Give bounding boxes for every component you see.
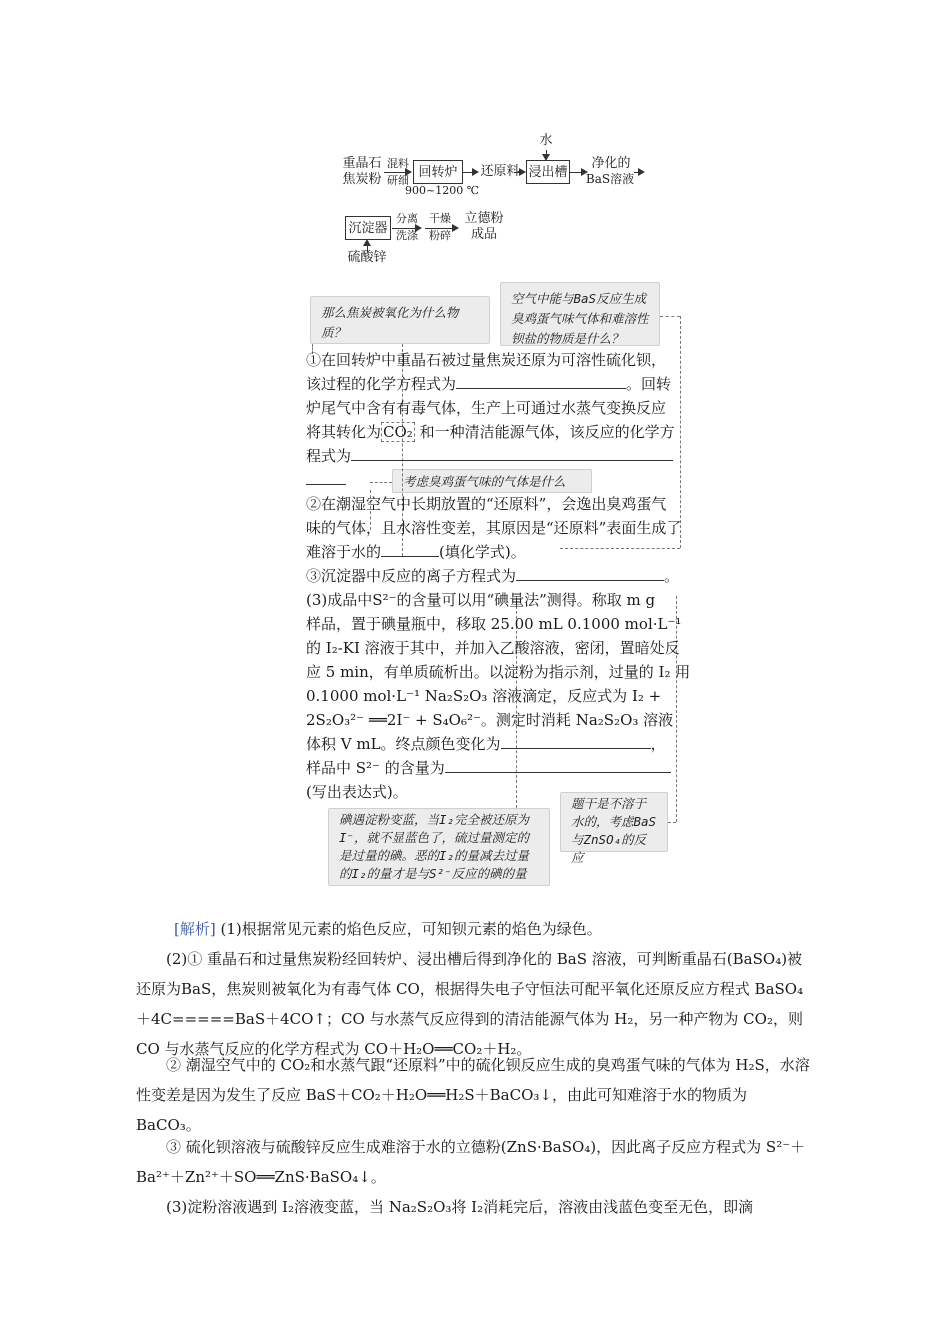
- question-line: ①在回转炉中重晶石被过量焦炭还原为可溶性硫化钡，: [306, 351, 667, 369]
- arrow-icon: [363, 239, 371, 246]
- question-line: 体积 V mL。终点颜色变化为 ，: [306, 732, 666, 756]
- purified-solution: 净化的: [591, 156, 631, 171]
- step-wash: 洗涤: [396, 229, 418, 242]
- note-insoluble: 题干是不溶于水的，考虑BaS与ZnSO₄的反应: [560, 792, 668, 852]
- reduced-material: 还原料: [480, 164, 520, 179]
- question-line: 难溶于水的 (填化学式)。: [306, 540, 526, 564]
- question-line: 炉尾气中含有有毒气体，生产上可通过水蒸气变换反应: [306, 399, 667, 417]
- rotary-furnace-box: 回转炉: [413, 160, 463, 184]
- step-grind: 研细: [387, 174, 409, 187]
- precipitator-box: 沉淀器: [345, 216, 391, 240]
- analysis-p2: (2)① 重晶石和过量焦炭粉经回转炉、浸出槽后得到净化的 BaS 溶液，可判断重晶石(BaSO₄)被还原为BaS，焦炭则被氧化为有毒气体 CO，根据得失电子守恒法可配平氧化还原反应方程式 BaSO₄＋4C=====BaS＋4CO↑；CO 与水蒸气反应得到的清洁能源气体为 H₂，另一种产物为 CO₂，则 CO 与水蒸气反应的化学方程式为 CO＋H₂O══CO₂＋H₂。: [136, 950, 804, 1058]
- question-line: ③沉淀器中反应的离子方程式为 。: [306, 564, 679, 588]
- question-line: 2S₂O₃²⁻ ══2I⁻ + S₄O₆²⁻。测定时消耗 Na₂S₂O₃ 溶液: [306, 711, 674, 729]
- answer-blank[interactable]: [501, 732, 651, 749]
- analysis-label: [解析]: [174, 920, 216, 938]
- note-iodine-starch: 碘遇淀粉变蓝，当I₂完全被还原为I⁻，就不显蓝色了，硫过量测定的是过量的碘。恶的I₂的量减去过量的I₂的量才是与S²⁻反应的碘的量: [328, 808, 550, 886]
- analysis-p1: [解析] (1)根据常见元素的焰色反应，可知钡元素的焰色为绿色。: [174, 920, 602, 938]
- answer-blank[interactable]: [445, 756, 671, 773]
- question-line: (3)成品中S²⁻的含量可以用“碘量法”测得。称取 m g: [306, 591, 656, 609]
- note-air-substance: 空气中能与BaS反应生成臭鸡蛋气味气体和难溶性钡盐的物质是什么？: [500, 282, 660, 346]
- answer-blank[interactable]: [381, 540, 439, 557]
- lithopone: 立德粉: [464, 211, 504, 226]
- raw-barite: 重晶石: [342, 156, 382, 171]
- question-line: (写出表达式)。: [306, 783, 408, 801]
- arrow-icon: [638, 168, 645, 176]
- question-line: 味的气体，且水溶性变差，其原因是“还原料”表面生成了: [306, 519, 682, 537]
- step-mix: 混料: [387, 157, 409, 170]
- finished-product: 成品: [470, 227, 497, 242]
- answer-blank[interactable]: [351, 444, 673, 461]
- question-line: 程式为: [306, 444, 673, 468]
- step-crush: 粉碎: [429, 229, 451, 242]
- answer-blank[interactable]: [456, 372, 626, 389]
- question-line: 样品，置于碘量瓶中，移取 25.00 mL 0.1000 mol·L⁻¹: [306, 615, 682, 633]
- note-rotten-egg-gas: 考虑臭鸡蛋气味的气体是什么: [392, 469, 592, 493]
- question-line: 样品中 S²⁻ 的含量为: [306, 756, 671, 780]
- question-line: [306, 468, 346, 492]
- arrow-icon: [519, 168, 526, 176]
- bas-solution: BaS溶液: [585, 172, 635, 186]
- analysis-p5: (3)淀粉溶液遇到 I₂溶液变蓝，当 Na₂S₂O₃将 I₂消耗完后，溶液由浅蓝色变至无色，即滴: [166, 1198, 754, 1216]
- arrow-icon: [472, 168, 479, 176]
- water-label: 水: [539, 133, 553, 148]
- step-dry: 干燥: [429, 212, 451, 225]
- question-line: 该过程的化学方程式为 。回转: [306, 372, 671, 396]
- raw-coke: 焦炭粉: [342, 172, 382, 187]
- question-line: ②在潮湿空气中长期放置的“还原料”，会逸出臭鸡蛋气: [306, 495, 667, 513]
- question-line: 的 I₂-KI 溶液于其中，并加入乙酸溶液，密闭，置暗处反: [306, 639, 680, 657]
- question-line: 应 5 min，有单质硫析出。以淀粉为指示剂，过量的 I₂ 用: [306, 663, 691, 681]
- leach-tank-box: 浸出槽: [526, 160, 570, 184]
- note-coke-oxidation: 那么焦炭被氧化为什么物质？: [310, 296, 490, 344]
- analysis-p3: ② 潮湿空气中的 CO₂和水蒸气跟“还原料”中的硫化钡反应生成的臭鸡蛋气味的气体为 H₂S，水溶性变差是因为发生了反应 BaS＋CO₂＋H₂O══H₂S＋BaCO₃↓，由此可知难溶于水的物质为 BaCO₃。: [136, 1056, 810, 1134]
- analysis-p4: ③ 硫化钡溶液与硫酸锌反应生成难溶于水的立德粉(ZnS·BaSO₄)，因此离子反应方程式为 S²⁻＋Ba²⁺＋Zn²⁺＋SO══ZnS·BaSO₄↓。: [136, 1138, 806, 1186]
- furnace-temp: 900~1200 ℃: [404, 184, 479, 197]
- question-line: 0.1000 mol·L⁻¹ Na₂S₂O₃ 溶液滴定，反应式为 I₂ +: [306, 687, 662, 705]
- answer-blank[interactable]: [516, 564, 664, 581]
- answer-blank[interactable]: [306, 468, 346, 485]
- question-line: 将其转化为 CO₂ 和一种清洁能源气体，该反应的化学方: [306, 423, 675, 441]
- zinc-sulfate: 硫酸锌: [347, 250, 387, 265]
- step-separate: 分离: [396, 212, 418, 225]
